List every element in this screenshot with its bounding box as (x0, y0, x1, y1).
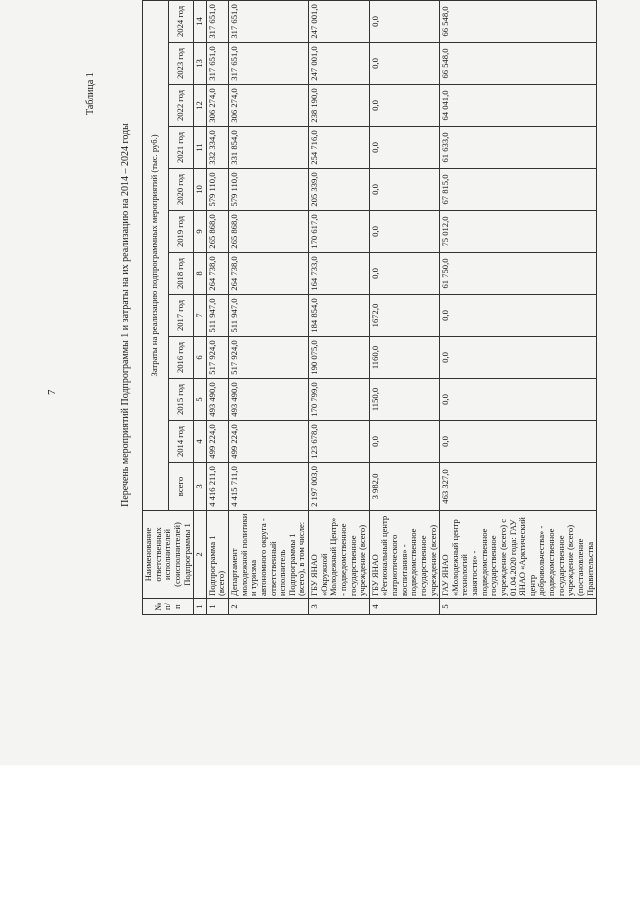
value-cell: 0,0 (440, 421, 597, 463)
value-cell: 499 224,0 (206, 421, 228, 463)
row-number: 1 (206, 599, 228, 615)
header-col: 2018 год (168, 253, 194, 295)
index-cell: 7 (194, 295, 207, 337)
value-cell: 4 416 211,0 (206, 463, 228, 511)
value-cell: 511 947,0 (229, 295, 309, 337)
index-cell: 14 (194, 0, 207, 42)
value-cell: 306 274,0 (206, 85, 228, 127)
value-cell: 1672,0 (369, 295, 439, 337)
value-cell: 463 327,0 (440, 463, 597, 511)
header-col: 2017 год (168, 295, 194, 337)
header-col: 2016 год (168, 337, 194, 379)
table-row (206, 0, 228, 614)
value-cell: 247 001,0 (309, 0, 370, 42)
value-cell: 0,0 (369, 43, 439, 85)
header-col: 2022 год (168, 85, 194, 127)
page-number: 7 (46, 389, 58, 395)
value-cell: 499 224,0 (229, 421, 309, 463)
index-cell: 13 (194, 43, 207, 85)
value-cell: 170 799,0 (309, 379, 370, 421)
value-cell: 317 651,0 (206, 0, 228, 42)
index-cell: 2 (194, 511, 207, 599)
value-cell: 579 110,0 (229, 169, 309, 211)
value-cell: 3 982,0 (369, 463, 439, 511)
value-cell: 511 947,0 (206, 295, 228, 337)
row-name: Департамент молодежной политики и туризма автономного округа - ответственный исполнитель Подпрограммы 1 (всего), в том числе: (229, 511, 309, 599)
value-cell: 190 075,0 (309, 337, 370, 379)
header-col: всего (168, 463, 194, 511)
value-cell: 265 868,0 (206, 211, 228, 253)
index-cell: 1 (194, 599, 207, 615)
value-cell: 66 548,0 (440, 43, 597, 85)
value-cell: 66 548,0 (440, 0, 597, 42)
value-cell: 0,0 (369, 421, 439, 463)
value-cell: 331 854,0 (229, 127, 309, 169)
value-cell: 75 012,0 (440, 211, 597, 253)
value-cell: 0,0 (440, 337, 597, 379)
value-cell: 164 733,0 (309, 253, 370, 295)
value-cell: 317 651,0 (229, 43, 309, 85)
value-cell: 0,0 (369, 253, 439, 295)
table-row (309, 0, 370, 614)
value-cell: 0,0 (440, 295, 597, 337)
index-cell: 4 (194, 421, 207, 463)
value-cell: 317 651,0 (229, 0, 309, 42)
index-cell: 3 (194, 463, 207, 511)
row-number: 2 (229, 599, 309, 615)
value-cell: 0,0 (440, 379, 597, 421)
header-col: 2023 год (168, 43, 194, 85)
header-costs: Затраты на реализацию подпрограммных мероприятий (тыс. руб.) (143, 0, 169, 510)
table-row (440, 0, 597, 614)
header-col: 2024 год (168, 0, 194, 42)
value-cell: 0,0 (369, 211, 439, 253)
index-cell: 10 (194, 169, 207, 211)
table-label: Таблица 1 (85, 72, 96, 115)
value-cell: 247 001,0 (309, 43, 370, 85)
index-cell: 9 (194, 211, 207, 253)
row-number: 3 (309, 599, 370, 615)
header-row-1 (143, 0, 169, 614)
value-cell: 2 197 003,0 (309, 463, 370, 511)
value-cell: 184 854,0 (309, 295, 370, 337)
header-col: 2020 год (168, 169, 194, 211)
value-cell: 517 924,0 (229, 337, 309, 379)
header-col: 2014 год (168, 421, 194, 463)
value-cell: 517 924,0 (206, 337, 228, 379)
value-cell: 170 617,0 (309, 211, 370, 253)
value-cell: 0,0 (369, 127, 439, 169)
row-number: 5 (440, 599, 597, 615)
index-cell: 5 (194, 379, 207, 421)
table-row (229, 0, 309, 614)
value-cell: 254 716,0 (309, 127, 370, 169)
value-cell: 4 415 711,0 (229, 463, 309, 511)
value-cell: 1150,0 (369, 379, 439, 421)
value-cell: 0,0 (369, 0, 439, 42)
index-cell: 6 (194, 337, 207, 379)
value-cell: 265 868,0 (229, 211, 309, 253)
header-col: 2021 год (168, 127, 194, 169)
value-cell: 0,0 (369, 85, 439, 127)
document-title: Перечень мероприятий Подпрограммы 1 и затраты на их реализацию на 2014 – 2024 годы (120, 123, 131, 507)
value-cell: 332 334,0 (206, 127, 228, 169)
header-num: № п/п (143, 599, 194, 615)
value-cell: 264 738,0 (229, 253, 309, 295)
value-cell: 67 815,0 (440, 169, 597, 211)
value-cell: 493 490,0 (206, 379, 228, 421)
header-col: 2015 год (168, 379, 194, 421)
value-cell: 64 041,0 (440, 85, 597, 127)
value-cell: 238 190,0 (309, 85, 370, 127)
index-cell: 11 (194, 127, 207, 169)
value-cell: 317 651,0 (206, 43, 228, 85)
value-cell: 1160,0 (369, 337, 439, 379)
cost-table (142, 0, 597, 615)
header-col: 2019 год (168, 211, 194, 253)
index-cell: 12 (194, 85, 207, 127)
index-row (194, 0, 207, 614)
row-name: Подпрограмма 1 (всего) (206, 511, 228, 599)
value-cell: 61 750,0 (440, 253, 597, 295)
value-cell: 306 274,0 (229, 85, 309, 127)
table-body (206, 0, 596, 614)
value-cell: 0,0 (369, 169, 439, 211)
value-cell: 493 490,0 (229, 379, 309, 421)
table-row (369, 0, 439, 614)
value-cell: 61 633,0 (440, 127, 597, 169)
value-cell: 205 339,0 (309, 169, 370, 211)
row-name: ГБУ ЯНАО «Окружной Молодежный Центр» - подведомственное государственное учреждение (всего) (309, 511, 370, 599)
header-name: Наименование ответственных исполнителей (соисполнителей) Подпрограммы 1 (143, 511, 194, 599)
row-number: 4 (369, 599, 439, 615)
row-name: ГБУ ЯНАО «Региональный центр патриотического воспитания» - подведомственное государственное учреждение (всего) (369, 511, 439, 599)
value-cell: 123 678,0 (309, 421, 370, 463)
row-name: ГАУ ЯНАО «Молодежный центр технологий занятости» - подведомственное государственное учреждение (всего) с 01.04.2020 года: ГАУ ЯНАО «Арктический центр добровольчества» - подведомственное государственное учреждение (всего) (постановление Правительства (440, 511, 597, 599)
value-cell: 579 110,0 (206, 169, 228, 211)
value-cell: 264 738,0 (206, 253, 228, 295)
index-cell: 8 (194, 253, 207, 295)
